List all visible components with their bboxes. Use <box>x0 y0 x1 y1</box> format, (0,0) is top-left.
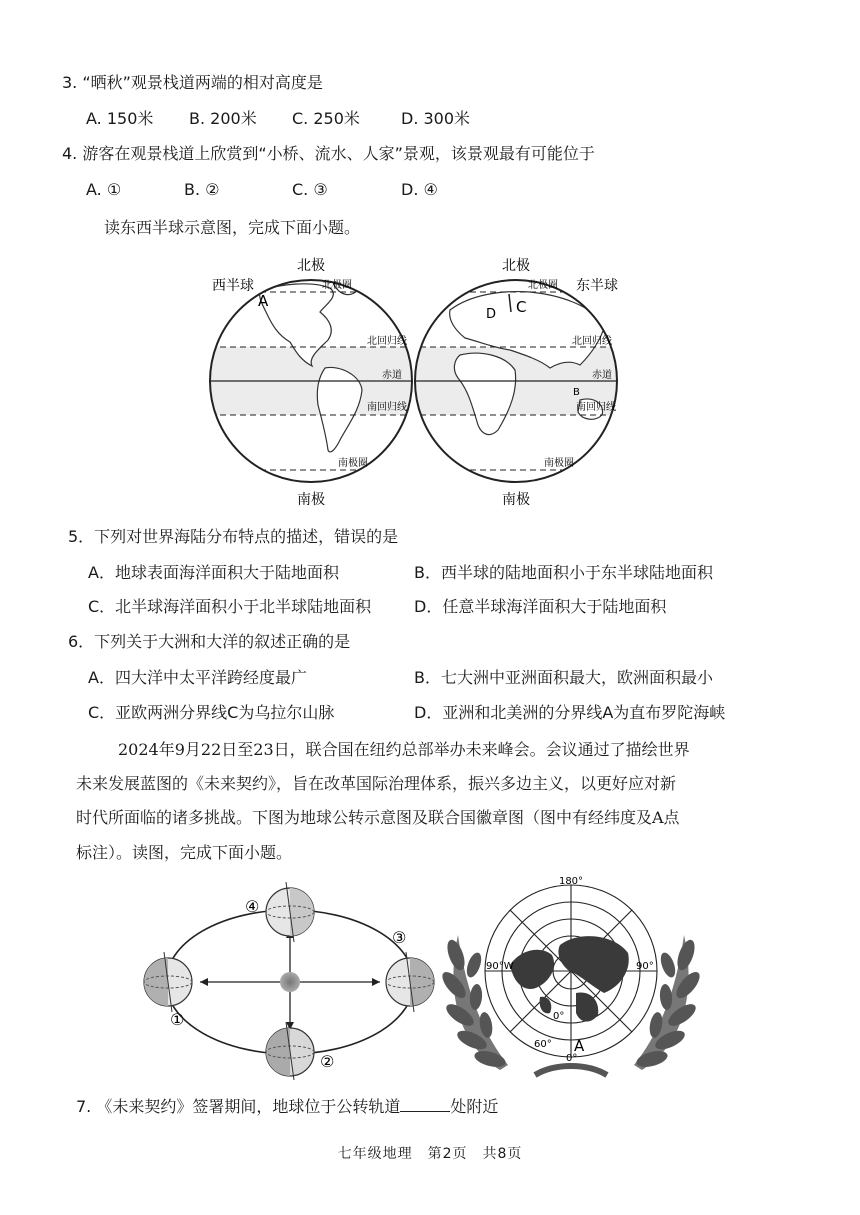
orbit-label-4: ④ <box>245 897 260 916</box>
un-intro-line-3: 时代所面临的诸多挑战。下图为地球公转示意图及联合国徽章图（图中有经纬度及A点 <box>76 808 680 827</box>
point-d-label: D <box>486 307 497 322</box>
q3-option-d: D. 300米 <box>401 109 471 128</box>
south-pole-label-west: 南极 <box>297 492 325 508</box>
tropic-cancer-label-east: 北回归线 <box>572 336 612 347</box>
q5-stem: 5．下列对世界海陆分布特点的描述，错误的是 <box>68 527 399 546</box>
q6-option-c: C．亚欧两洲分界线C为乌拉尔山脉 <box>88 703 335 722</box>
q4-option-c: C. ③ <box>292 180 328 199</box>
q4-option-d: D. ④ <box>401 180 438 199</box>
q7-stem-after: 处附近 <box>450 1097 499 1116</box>
un-intro-line-4: 标注）。读图，完成下面小题。 <box>76 843 293 862</box>
q5-option-b: B．西半球的陆地面积小于东半球陆地面积 <box>414 563 713 582</box>
emblem-lat-60: 60° <box>534 1039 552 1050</box>
q5-option-a: A．地球表面海洋面积大于陆地面积 <box>88 563 339 582</box>
west-hemisphere-label: 西半球 <box>212 278 254 294</box>
tropic-capricorn-label-west: 南回归线 <box>367 402 407 413</box>
emblem-lat-0: 0° <box>553 1011 565 1022</box>
q4-stem: 4. 游客在观景栈道上欣赏到“小桥、流水、人家”景观，该景观最有可能位于 <box>62 144 595 163</box>
emblem-lon-180: 180° <box>558 876 584 887</box>
olive-branch-right <box>634 935 702 1070</box>
q3-option-a: A. 150米 <box>86 109 154 128</box>
emblem-point-a: A <box>574 1037 585 1055</box>
tropic-cancer-label-west: 北回归线 <box>367 336 407 347</box>
south-america-shape <box>317 367 362 451</box>
earth-position-4 <box>266 882 314 942</box>
sun-icon <box>280 972 300 992</box>
north-pole-label-west: 北极 <box>297 258 325 274</box>
orbit-label-3: ③ <box>392 928 407 947</box>
point-b-label: B <box>573 387 580 398</box>
antarctic-circle-label-east: 南极圈 <box>544 458 574 469</box>
hemisphere-intro: 读东西半球示意图，完成下面小题。 <box>104 218 361 237</box>
orbit-label-2: ② <box>320 1052 335 1071</box>
equator-label-west: 赤道 <box>382 370 402 381</box>
q7-stem-before: 7. 《未来契约》签署期间，地球位于公转轨道 <box>76 1097 401 1116</box>
olive-branch-left <box>440 935 508 1070</box>
earth-position-1 <box>144 952 192 1012</box>
q5-option-c: C．北半球海洋面积小于北半球陆地面积 <box>88 597 372 616</box>
q5-option-d: D．任意半球海洋面积大于陆地面积 <box>414 597 667 616</box>
q4-option-a: A. ① <box>86 180 122 199</box>
page-footer: 七年级地理 第2页 共8页 <box>337 1146 523 1162</box>
emblem-lon-90e: 90° <box>636 961 654 972</box>
q3-stem: 3. “晒秋”观景栈道两端的相对高度是 <box>62 73 323 92</box>
arctic-circle-label-east: 北极圈 <box>528 280 558 291</box>
un-intro-line-1: 2024年9月22日至23日，联合国在纽约总部举办未来峰会。会议通过了描绘世界 <box>118 740 690 759</box>
q4-option-b: B. ② <box>184 180 220 199</box>
earth-position-2 <box>266 1022 314 1080</box>
q6-option-b: B．七大洲中亚洲面积最大，欧洲面积最小 <box>414 668 713 687</box>
hemisphere-map <box>200 250 630 512</box>
emblem-lon-0: 0° <box>566 1053 578 1064</box>
south-pole-label-east: 南极 <box>502 492 530 508</box>
emblem-lon-90w: 90°W <box>486 961 514 972</box>
equator-label-east: 赤道 <box>592 370 612 381</box>
arctic-circle-label-west: 北极圈 <box>322 280 352 291</box>
q6-option-d: D．亚洲和北美洲的分界线A为直布罗陀海峡 <box>414 703 726 722</box>
q6-option-a: A．四大洋中太平洋跨经度最广 <box>88 668 307 687</box>
un-emblem <box>440 875 702 1087</box>
q7-stem <box>76 1097 498 1117</box>
emblem-continents <box>510 936 629 1021</box>
q7-answer-blank[interactable] <box>400 1097 450 1112</box>
un-intro-line-2: 未来发展蓝图的《未来契约》，旨在改革国际治理体系，振兴多边主义，以更好应对新 <box>76 774 677 793</box>
orbit-diagram <box>140 880 440 1080</box>
orbit-label-1: ① <box>170 1010 185 1029</box>
q3-option-c: C. 250米 <box>292 109 360 128</box>
tropic-capricorn-label-east: 南回归线 <box>576 402 616 413</box>
east-hemisphere-label: 东半球 <box>576 278 618 294</box>
q3-option-b: B. 200米 <box>189 109 257 128</box>
point-c-label: C <box>516 298 527 316</box>
point-a-label: A <box>258 292 269 310</box>
q6-stem: 6．下列关于大洲和大洋的叙述正确的是 <box>68 632 351 651</box>
antarctic-circle-label-west: 南极圈 <box>338 458 368 469</box>
north-pole-label-east: 北极 <box>502 258 530 274</box>
earth-position-3 <box>386 952 434 1012</box>
